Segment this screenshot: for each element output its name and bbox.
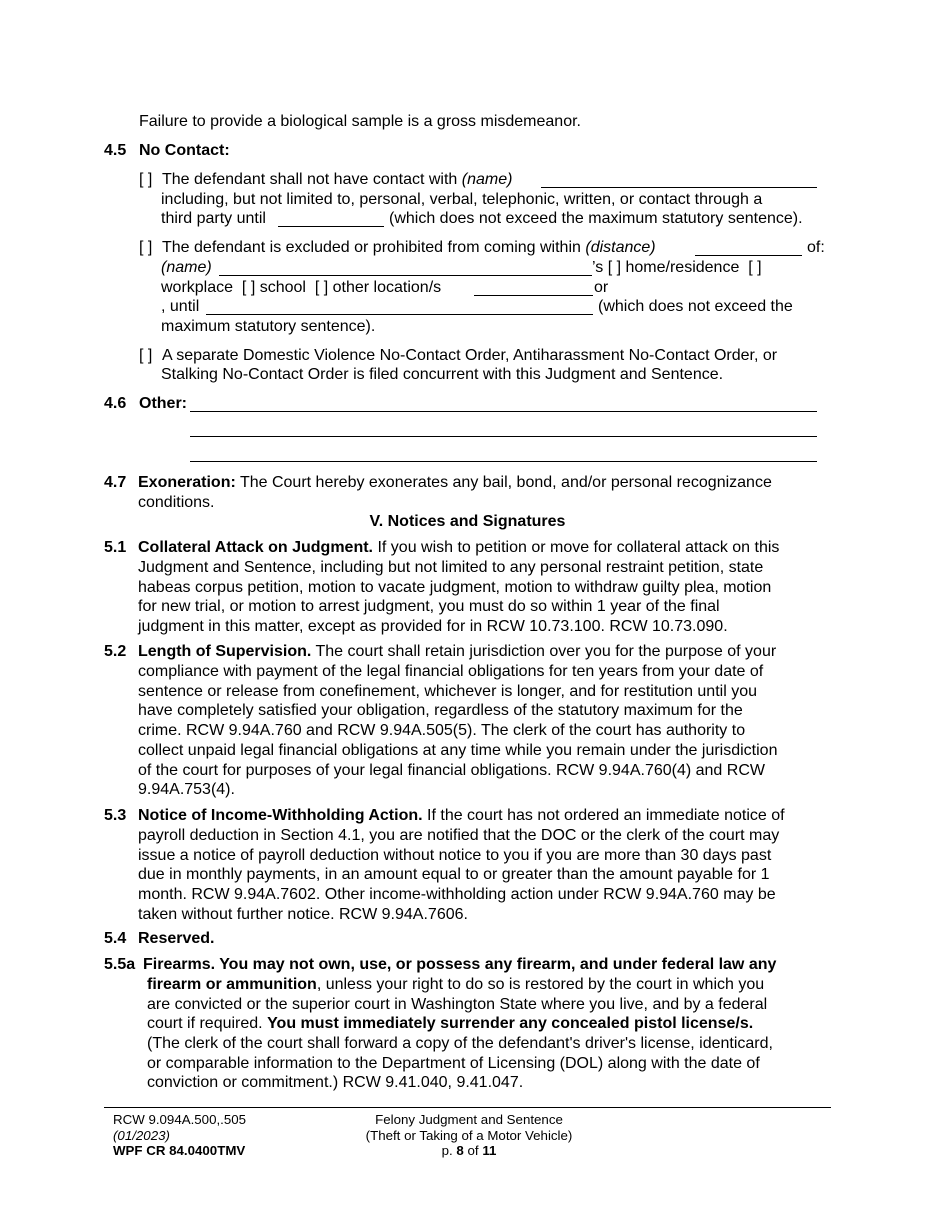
paragraph-line: due in monthly payments, in an amount equal to or greater than the amount payable for 1 xyxy=(138,866,770,884)
paragraph-line: 9.94A.753(4). xyxy=(138,781,235,799)
section-title: Reserved. xyxy=(138,930,215,947)
exclusion-location-options[interactable]: workplace [ ] school [ ] other location/s xyxy=(161,279,442,296)
exclusion-line1: The defendant is excluded or prohibited from coming within (distance) xyxy=(162,239,656,256)
paragraph-line: sentence or release from conefinement, whichever is longer, and for restitution until you xyxy=(138,682,757,700)
exclusion-distance-field[interactable] xyxy=(695,255,802,256)
other-field-line-2[interactable] xyxy=(190,436,817,437)
section-v-heading: V. Notices and Signatures xyxy=(369,513,566,530)
section-number: 4.6 xyxy=(104,395,127,412)
separate-order-line2: Stalking No-Contact Order is filed concurrent with this Judgment and Sentence. xyxy=(161,366,724,383)
biological-sample-note: Failure to provide a biological sample is a gross misdemeanor. xyxy=(139,113,581,130)
exclusion-until-field[interactable] xyxy=(206,314,593,315)
exclusion-tail: (which does not exceed the xyxy=(598,298,793,315)
exclusion-other-location-field[interactable] xyxy=(474,295,593,296)
section-number: 5.2 xyxy=(104,643,127,660)
paragraph-line: or comparable information to the Department of Licensing (DOL) along with the date of xyxy=(147,1054,760,1072)
checkbox-exclusion-zone[interactable]: [ ] xyxy=(139,239,153,256)
firearms-body xyxy=(147,1034,773,1093)
section-number: 4.7 xyxy=(104,474,127,491)
other-field-line-1[interactable] xyxy=(190,411,817,412)
supervision-line1: Length of Supervision. The court shall retain jurisdiction over you for the purpose of your xyxy=(138,643,777,660)
exclusion-name-label: (name) xyxy=(161,259,212,276)
exoneration-line1: Exoneration: The Court hereby exonerates any bail, bond, and/or personal recognizance xyxy=(138,474,772,491)
paragraph-line: (The clerk of the court shall forward a copy of the defendant's driver's license, identicard, xyxy=(147,1035,773,1052)
checkbox-no-contact-name[interactable]: [ ] xyxy=(139,171,153,188)
paragraph-line: judgment in this matter, except as provided for in RCW 10.73.100. RCW 10.73.090. xyxy=(138,618,728,636)
no-contact-until-field[interactable] xyxy=(278,226,384,227)
exclusion-until-label: , until xyxy=(161,298,200,315)
firearms-line2: firearm or ammunition, unless your right to do so is restored by the court in which you xyxy=(147,976,765,993)
section-number: 5.4 xyxy=(104,930,127,947)
collateral-attack-line1: Collateral Attack on Judgment. If you wish to petition or move for collateral attack on this xyxy=(138,539,780,556)
paragraph-line: have completely satisfied your obligation, regardless of the statutory maximum for the xyxy=(138,702,743,720)
footer-title: Felony Judgment and Sentence xyxy=(375,1112,563,1127)
other-field-line-3[interactable] xyxy=(190,461,817,462)
paragraph-line: for new trial, or motion to arrest judgment, you must do so within 1 year of the final xyxy=(138,598,720,616)
paragraph-line: conviction or commitment.) RCW 9.41.040, 9.41.047. xyxy=(147,1074,524,1092)
checkbox-separate-order[interactable]: [ ] xyxy=(139,347,153,364)
no-contact-line3a: third party until xyxy=(161,210,266,227)
exclusion-line5: maximum statutory sentence). xyxy=(161,318,376,335)
section-number: 5.1 xyxy=(104,539,127,556)
footer-center xyxy=(319,1112,619,1159)
section-number: 4.5 xyxy=(104,142,127,159)
paragraph-line: habeas corpus petition, motion to vacate judgment, motion to withdraw guilty plea, motion xyxy=(138,578,772,596)
section-title: No Contact: xyxy=(139,142,230,159)
section-number: 5.5a xyxy=(104,956,136,973)
paragraph-line: collect unpaid legal financial obligations at any time while you remain under the jurisdiction xyxy=(138,741,778,759)
exclusion-of: of: xyxy=(807,239,825,256)
separate-order-line1: A separate Domestic Violence No-Contact Order, Antiharassment No-Contact Order, or xyxy=(162,347,778,364)
collateral-attack-body xyxy=(138,558,771,637)
exclusion-or: or xyxy=(594,279,609,296)
footer-divider xyxy=(104,1107,831,1108)
paragraph-line: payroll deduction in Section 4.1, you are notified that the DOC or the clerk of the court may xyxy=(138,827,780,844)
section-title: Other: xyxy=(139,395,187,412)
footer-rcw: RCW 9.094A.500,.505 xyxy=(113,1112,247,1127)
footer-left xyxy=(113,1112,246,1159)
income-withholding-body xyxy=(138,826,779,925)
no-contact-line1: The defendant shall not have contact with (name) xyxy=(162,171,513,188)
paragraph-line: month. RCW 9.94A.7602. Other income-withholding action under RCW 9.94A.760 may be xyxy=(138,886,776,904)
income-withholding-line1: Notice of Income-Withholding Action. If the court has not ordered an immediate notice of xyxy=(138,807,785,824)
paragraph-line: of the court for purposes of your legal financial obligations. RCW 9.94A.760(4) and RCW xyxy=(138,761,765,779)
footer-date: (01/2023) xyxy=(113,1127,170,1143)
firearms-line3: are convicted or the superior court in Washington State where you live, and by a federal xyxy=(147,996,768,1013)
exclusion-name-field[interactable] xyxy=(219,275,592,276)
firearms-line1: Firearms. You may not own, use, or possess any firearm, and under federal law any xyxy=(143,956,777,973)
no-contact-line3b: (which does not exceed the maximum statutory sentence). xyxy=(389,210,803,227)
no-contact-line2: including, but not limited to, personal, verbal, telephonic, written, or contact through a xyxy=(161,191,763,208)
paragraph-line: compliance with payment of the legal financial obligations for ten years from your date of xyxy=(138,663,764,680)
footer-form-id: WPF CR 84.0400TMV xyxy=(113,1143,246,1159)
section-number: 5.3 xyxy=(104,807,127,824)
paragraph-line: crime. RCW 9.94A.760 and RCW 9.94A.505(5). The clerk of the court has authority to xyxy=(138,722,746,740)
paragraph-line: Judgment and Sentence, including but not limited to any personal restraint petition, state xyxy=(138,559,764,576)
exclusion-home-checkbox[interactable]: ’s [ ] home/residence [ ] xyxy=(592,259,762,276)
paragraph-line: taken without further notice. RCW 9.94A.7606. xyxy=(138,905,468,923)
no-contact-name-field[interactable] xyxy=(541,187,817,188)
paragraph-line: issue a notice of payroll deduction without notice to you if you are more than 30 days past xyxy=(138,846,772,864)
exoneration-line2: conditions. xyxy=(138,494,215,511)
firearms-line4: court if required. You must immediately surrender any concealed pistol license/s. xyxy=(147,1015,754,1032)
footer-page: p. 8 of 11 xyxy=(441,1143,497,1159)
footer-subtitle: (Theft or Taking of a Motor Vehicle) xyxy=(365,1127,573,1143)
supervision-body xyxy=(138,662,777,800)
